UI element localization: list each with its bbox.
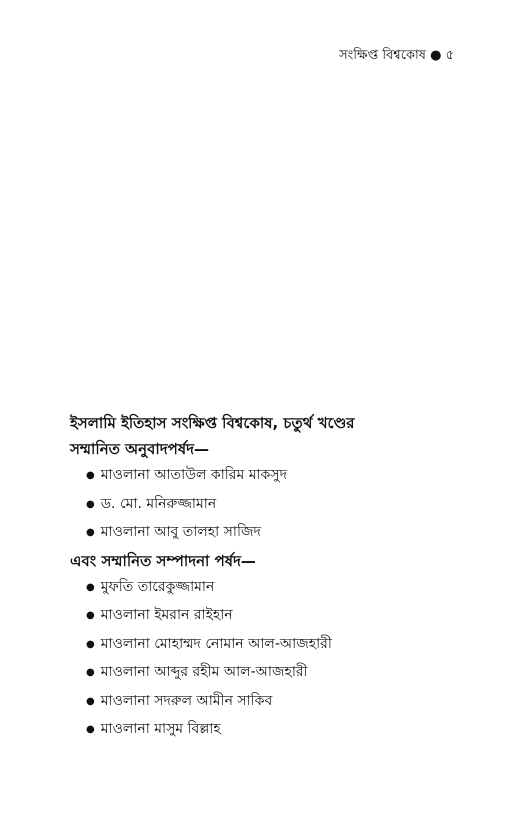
list-item: ● মাওলানা ইমরান রাইহান: [86, 602, 470, 631]
list-item: ● ড. মো. মনিরুজ্জামান: [86, 491, 470, 520]
running-head: সংক্ষিপ্ত বিশ্বকোষ ● ৫: [339, 48, 454, 63]
translators-heading: সম্মানিত অনুবাদপর্ষদ—: [70, 440, 209, 458]
translators-list: [70, 462, 470, 548]
list-item: ● মাওলানা আবু তালহা সাজিদ: [86, 519, 470, 548]
editors-heading: এবং সম্মানিত সম্পাদনা পর্ষদ—: [70, 551, 256, 570]
editors-list: [70, 574, 470, 745]
list-item: ● মাওলানা আতাউল কারিম মাকসুদ: [86, 462, 470, 491]
credits-block: [70, 410, 470, 745]
book-title-line: ইসলামি ইতিহাস সংক্ষিপ্ত বিশ্বকোষ, চতুর্থ খণ্ডের: [70, 414, 355, 432]
list-item: ● মাওলানা মোহাম্মদ নোমান আল-আজহারী: [86, 631, 470, 660]
list-item: ● মাওলানা মাসুম বিল্লাহ: [86, 716, 470, 745]
list-item: ● মাওলানা সদরুল আমীন সাকিব: [86, 688, 470, 717]
list-item: ● মুফতি তারেকুজ্জামান: [86, 574, 470, 603]
list-item: ● মাওলানা আব্দুর রহীম আল-আজহারী: [86, 659, 470, 688]
